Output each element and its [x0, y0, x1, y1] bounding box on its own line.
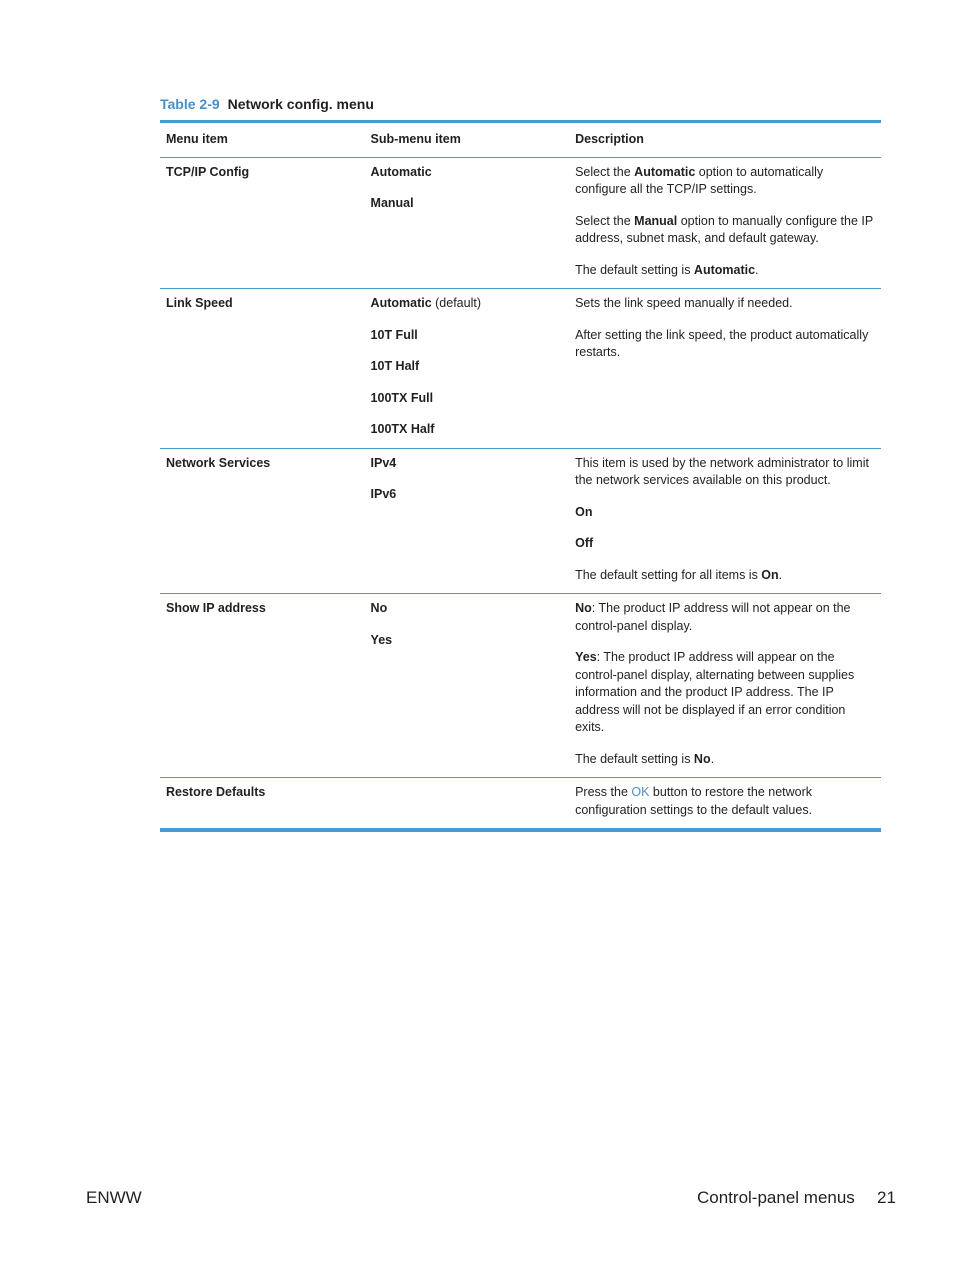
- sub-item: 10T Half: [370, 359, 420, 373]
- header-sub-menu-item: Sub-menu item: [370, 132, 461, 146]
- sub-item: No: [370, 601, 388, 615]
- description-paragraph: The default setting is Automatic.: [575, 262, 759, 277]
- table-row-show-ip: [160, 593, 881, 777]
- table-row-restore-defaults: [160, 777, 881, 828]
- description-restore-defaults: [575, 784, 881, 819]
- description-option: On: [575, 504, 593, 519]
- header-description: Description: [575, 132, 644, 146]
- sub-item: 10T Full: [370, 327, 418, 342]
- description-tcpip: [575, 164, 881, 280]
- sub-item: 100TX Half: [370, 422, 435, 436]
- description-link-speed: [575, 295, 881, 439]
- description-paragraph: Press the OK button to restore the network configuration settings to the default values.: [575, 785, 813, 817]
- description-paragraph: The default setting is No.: [575, 751, 715, 766]
- sub-item: IPv6: [370, 487, 397, 501]
- table-caption: [160, 96, 374, 112]
- sub-menu-list: [371, 455, 576, 585]
- table-row-link-speed: [160, 288, 881, 448]
- description-paragraph: This item is used by the network administrator to limit the network services available on this product.: [575, 455, 869, 487]
- sub-menu-list: [371, 295, 576, 439]
- menu-item-show-ip: Show IP address: [166, 601, 266, 615]
- description-paragraph: No: The product IP address will not appear on the control-panel display.: [575, 601, 851, 633]
- table-header-row: [160, 123, 881, 158]
- description-paragraph: After setting the link speed, the product automatically restarts.: [575, 327, 869, 359]
- menu-item-link-speed: Link Speed: [166, 296, 233, 310]
- description-paragraph: Sets the link speed manually if needed.: [575, 296, 793, 310]
- sub-menu-empty: [371, 784, 576, 819]
- table-title: Network config. menu: [227, 96, 374, 112]
- menu-item-tcpip: TCP/IP Config: [166, 164, 250, 179]
- description-paragraph: The default setting for all items is On.: [575, 567, 783, 582]
- table-row-tcpip: [160, 158, 881, 289]
- description-paragraph: Yes: The product IP address will appear on the control-panel display, alternating between supplies information and the product IP address. The IP address will not be displayed if an error condition exits.: [575, 650, 855, 734]
- menu-item-network-services: Network Services: [166, 455, 271, 470]
- sub-item: Automatic (default): [370, 296, 482, 310]
- sub-item: Automatic: [370, 164, 432, 179]
- sub-item: Yes: [370, 632, 393, 647]
- table-row-network-services: [160, 448, 881, 594]
- sub-menu-list: [371, 164, 576, 280]
- ok-button-reference: OK: [631, 785, 650, 799]
- menu-item-restore-defaults: Restore Defaults: [166, 785, 266, 799]
- description-option: Off: [575, 536, 594, 550]
- description-show-ip: [575, 600, 881, 768]
- sub-menu-list: [371, 600, 576, 768]
- description-paragraph: Select the Manual option to manually configure the IP address, subnet mask, and default gateway.: [575, 213, 873, 245]
- description-network-services: [575, 455, 881, 585]
- header-menu-item: Menu item: [166, 132, 228, 146]
- footer-section-title: Control-panel menus: [697, 1188, 855, 1207]
- network-config-table: [160, 120, 881, 832]
- page-number: 21: [877, 1188, 896, 1207]
- table-number: Table 2-9: [160, 96, 220, 112]
- sub-item: 100TX Full: [370, 390, 434, 405]
- description-paragraph: Select the Automatic option to automatically configure all the TCP/IP settings.: [575, 164, 824, 196]
- sub-item: Manual: [370, 196, 414, 210]
- footer-enww: ENWW: [86, 1188, 142, 1207]
- sub-item: IPv4: [370, 455, 397, 470]
